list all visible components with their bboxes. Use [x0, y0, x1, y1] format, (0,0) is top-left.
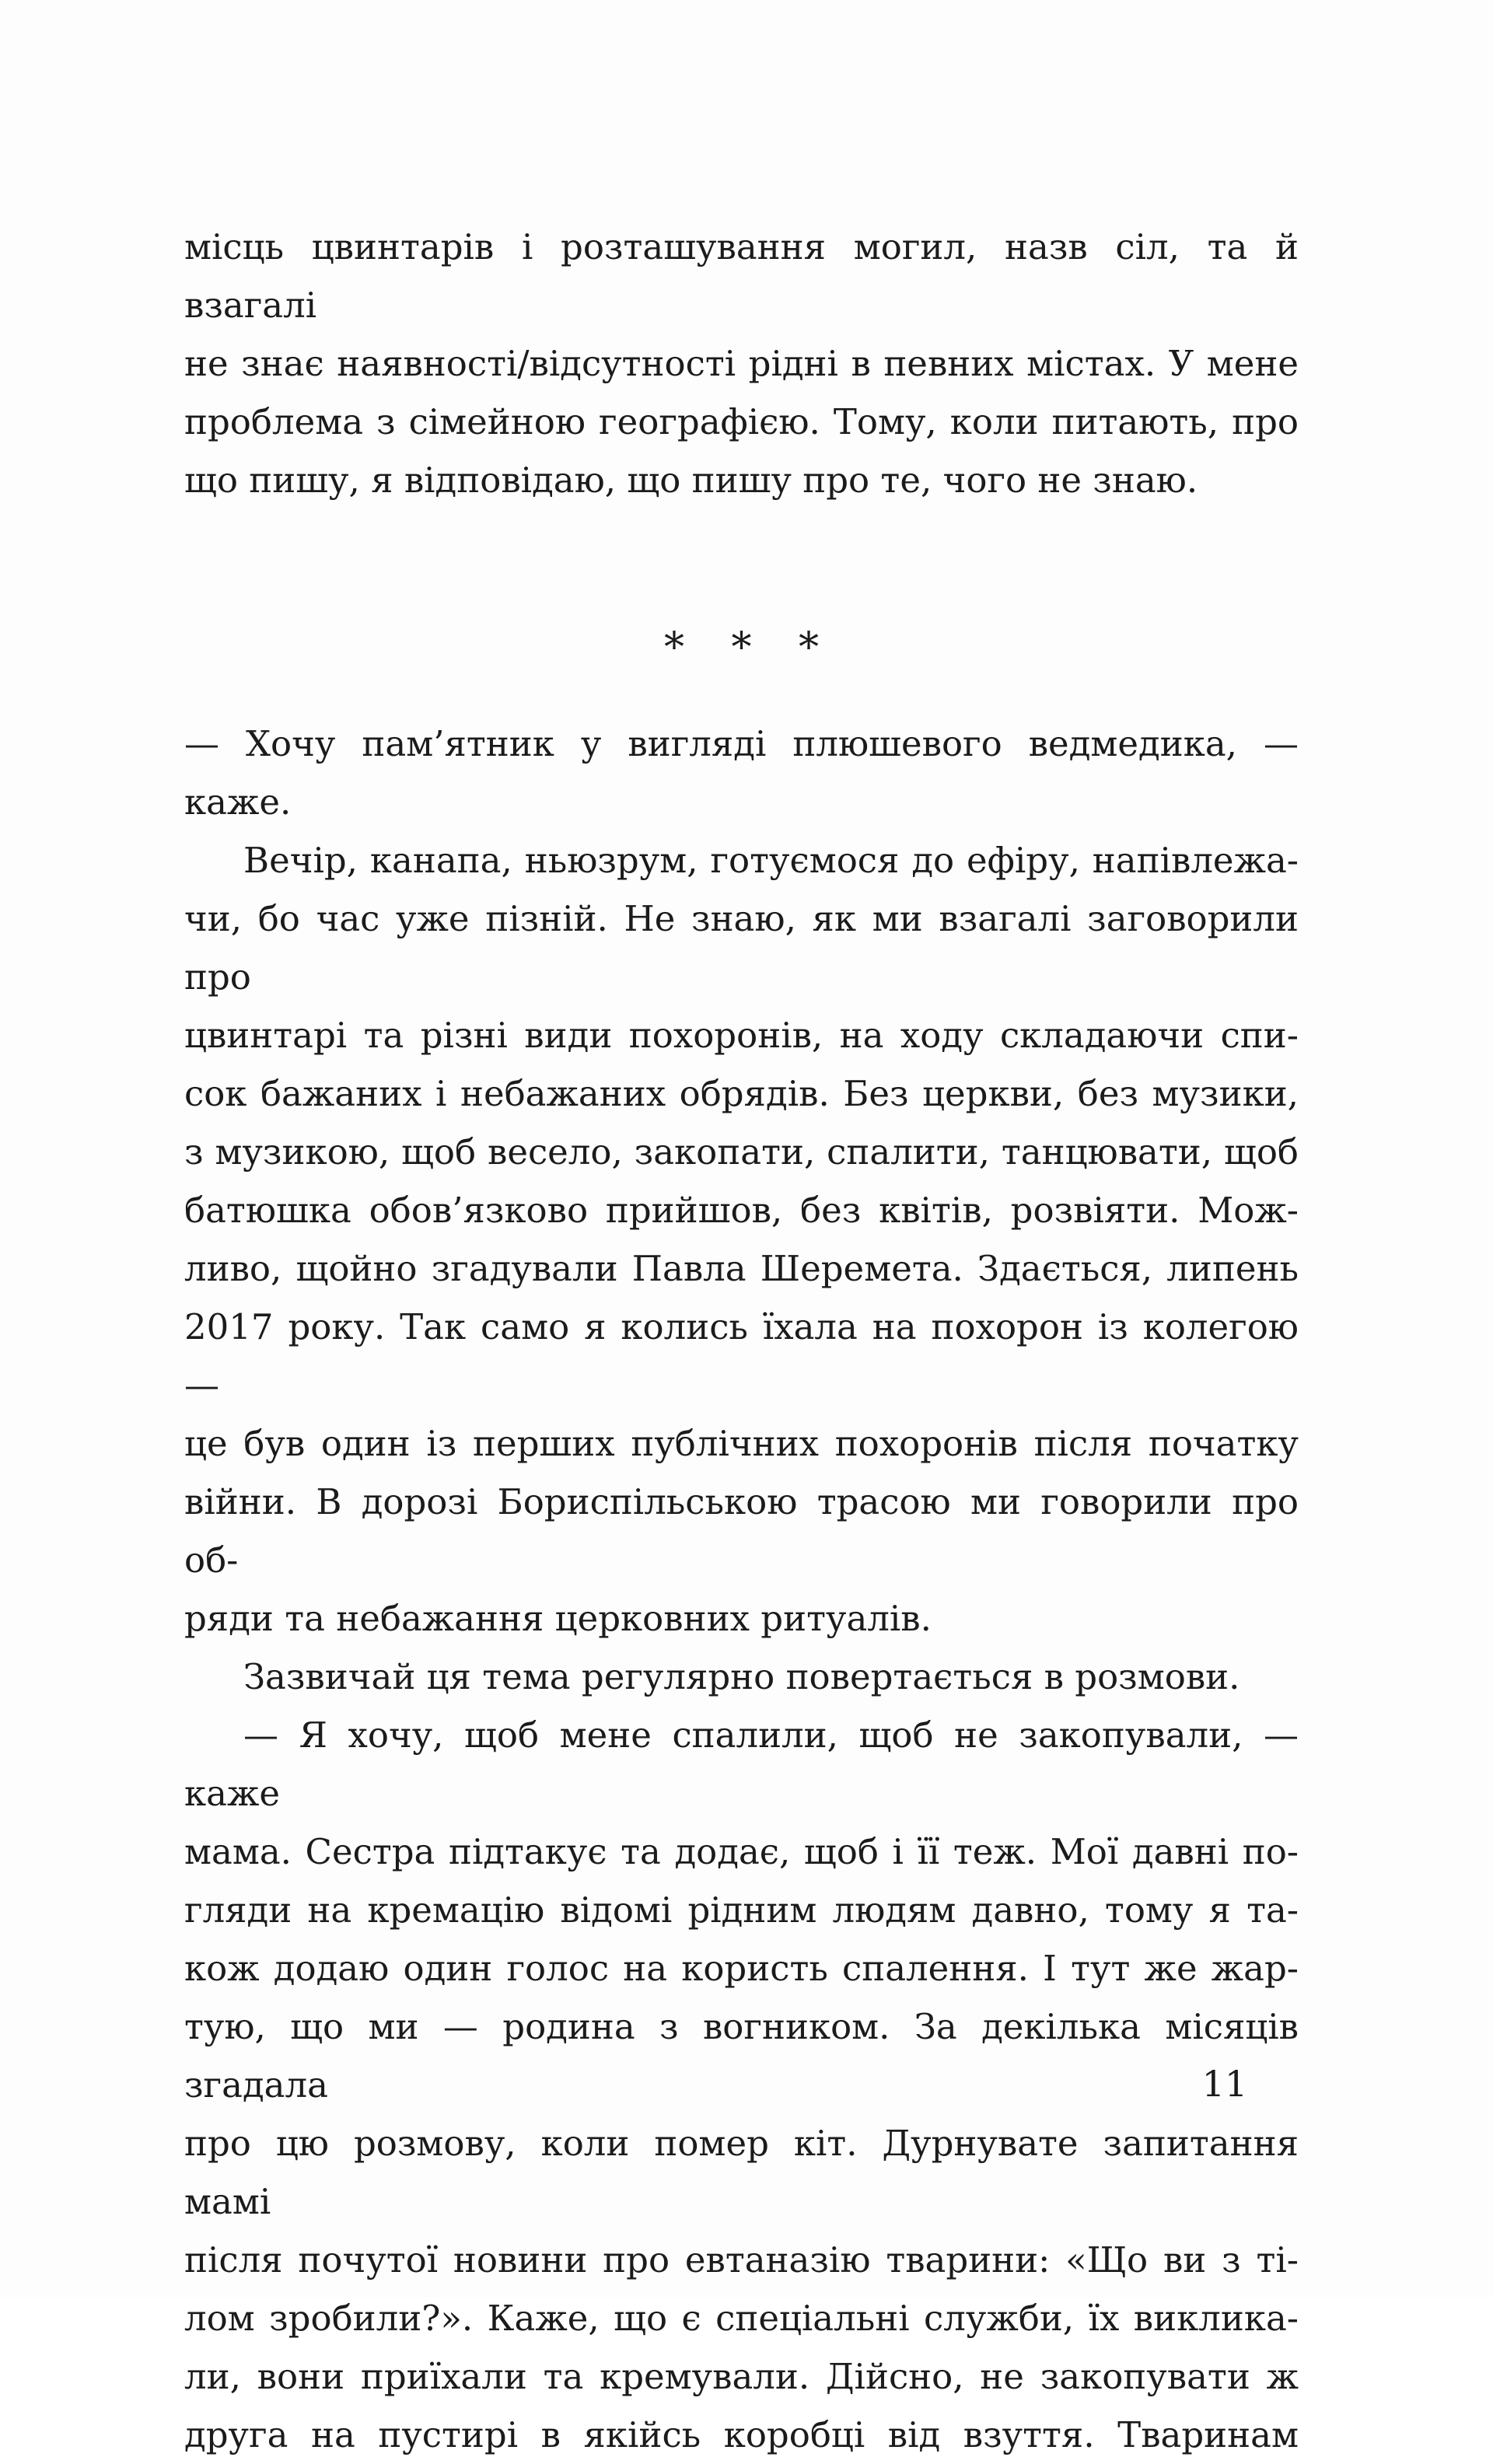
section-break-separator: * * *: [663, 624, 837, 671]
text-line: тую, що ми — родина з вогником. За декілька місяців згадала: [184, 2006, 1299, 2106]
text-line: після почутої новини про евтаназію тварини: «Що ви з ті-: [184, 2239, 1299, 2281]
text-line: 2017 року. Так само я колись їхала на похорон із колегою —: [184, 1306, 1299, 1406]
text-line: місць цвинтарів і розташування могил, назв сіл, та й взагалі: [184, 226, 1299, 326]
text-line: що пишу, я відповідаю, що пишу про те, чого не знаю.: [184, 460, 1198, 501]
text-line: лом зробили?». Каже, що є спеціальні служби, їх виклика-: [184, 2298, 1299, 2339]
text-line: це був один із перших публічних похоронів після початку: [184, 1423, 1299, 1464]
text-line: війни. В дорозі Бориспільською трасою ми говорили про об-: [184, 1481, 1299, 1581]
text-line: не знає наявності/відсутності рідні в певних містах. У мене: [184, 343, 1299, 384]
text-line: — Хочу пам’ятник у вигляді плюшевого ведмедика, — каже.: [184, 723, 1299, 823]
text-line: кож додаю один голос на користь спалення. І тут же жар-: [184, 1948, 1299, 1989]
text-line: — Я хочу, щоб мене спалили, щоб не закопували, — каже: [184, 1714, 1299, 1814]
text-line: ливо, щойно згадували Павла Шеремета. Здається, липень: [184, 1248, 1299, 1289]
page-number: 11: [1201, 2063, 1248, 2105]
text-line: про цю розмову, коли помер кіт. Дурнувате запитання мамі: [184, 2123, 1299, 2222]
paragraph-top: [184, 218, 1299, 509]
text-line: проблема з сімейною географією. Тому, коли питають, про: [184, 401, 1299, 442]
text-line: цвинтарі та різні види похоронів, на ходу складаючи спи-: [184, 1015, 1299, 1056]
text-line: ли, вони приїхали та кремували. Дійсно, не закопувати ж: [184, 2356, 1299, 2397]
text-line: сок бажаних і небажаних обрядів. Без церкви, без музики,: [184, 1073, 1299, 1114]
text-line: гляди на кремацію відомі рідним людям давно, тому я та-: [184, 1889, 1299, 1931]
text-line: ряди та небажання церковних ритуалів.: [184, 1598, 932, 1639]
text-line: батюшка обов’язково прийшов, без квітів, розвіяти. Мож-: [184, 1190, 1299, 1231]
text-line: Вечір, канапа, ньюзрум, готуємося до ефіру, напівлежа-: [243, 840, 1299, 881]
text-line: чи, бо час уже пізній. Не знаю, як ми взагалі заговорили про: [184, 898, 1299, 998]
text-block: [184, 218, 1299, 2464]
text-line: мама. Сестра підтакує та додає, щоб і її теж. Мої давні по-: [184, 1831, 1299, 1872]
paragraph-main: [184, 715, 1299, 2464]
text-line: Зазвичай ця тема регулярно повертається в розмови.: [243, 1656, 1240, 1697]
text-line: з музикою, щоб весело, закопати, спалити, танцювати, щоб: [184, 1131, 1299, 1173]
text-line: друга на пустирі в якійсь коробці від взуття. Тваринам: [184, 2414, 1299, 2455]
